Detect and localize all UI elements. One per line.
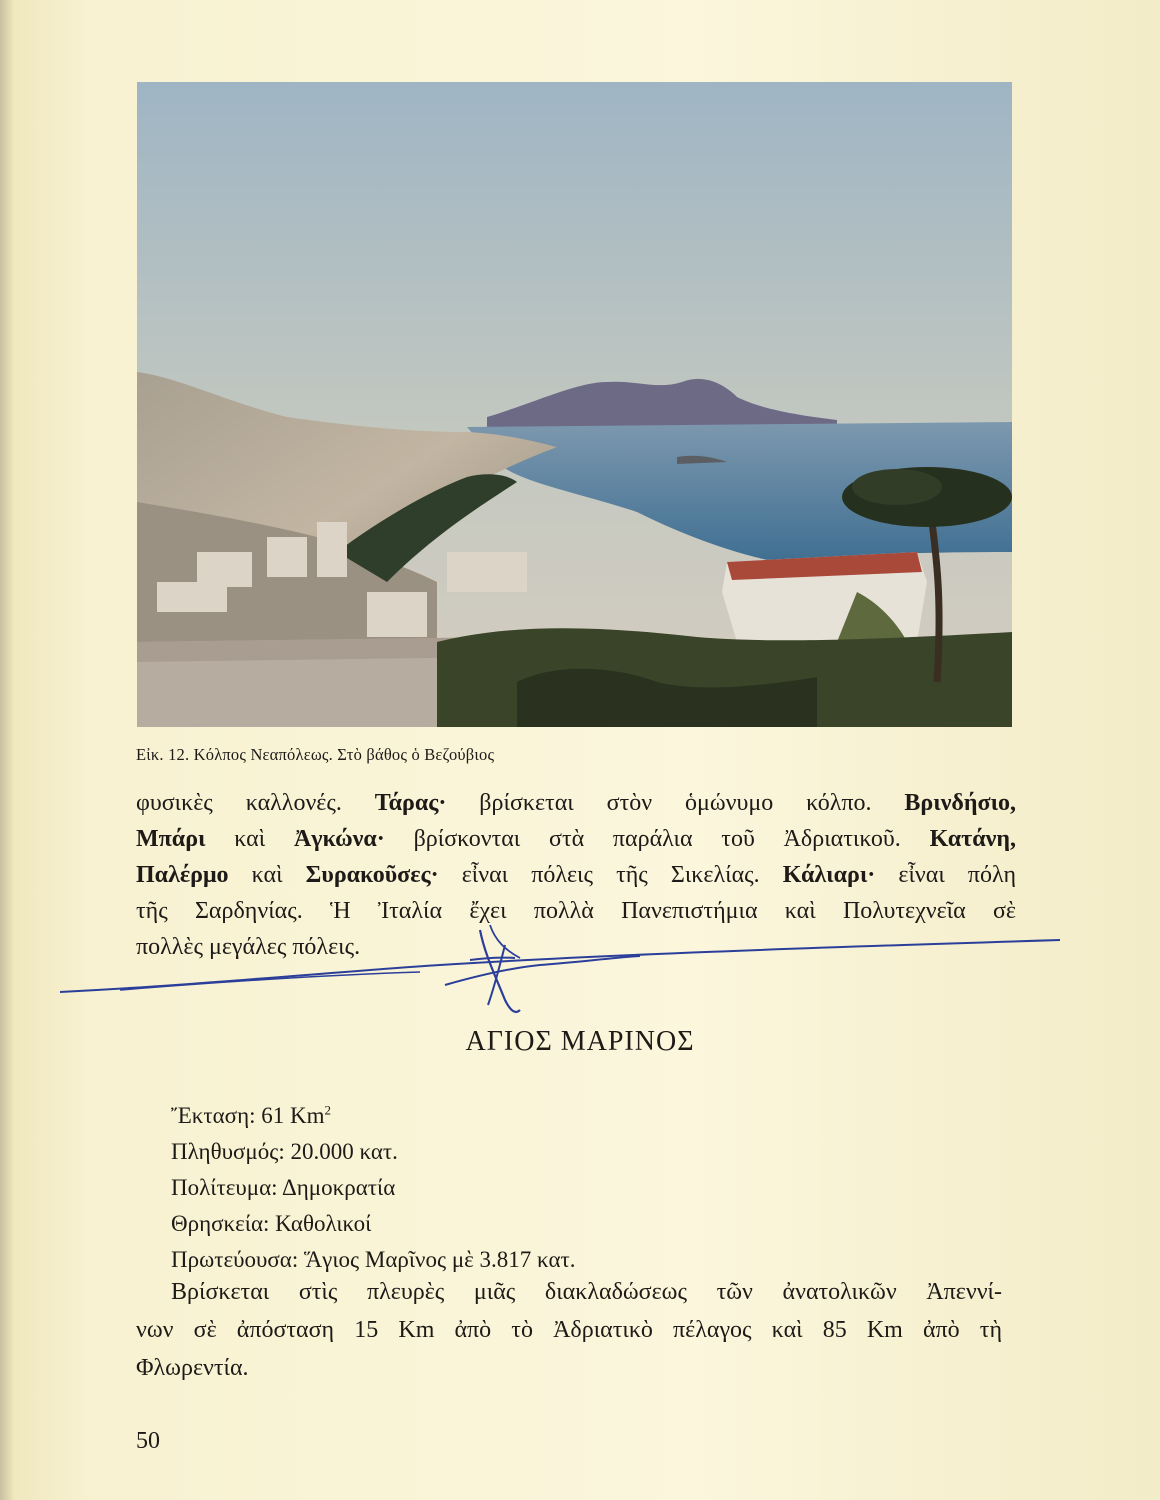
paragraph-line-5: πολλὲς μεγάλες πόλεις. bbox=[136, 934, 361, 960]
city-palermo: Παλέρμο bbox=[136, 862, 229, 888]
fact-population: Πληθυσμός: 20.000 κατ. bbox=[171, 1139, 398, 1164]
location-description bbox=[136, 1273, 1002, 1387]
figure-caption: Εἰκ. 12. Κόλπος Νεαπόλεως. Στὸ βάθος ὁ Βεζούβιος bbox=[136, 745, 495, 764]
page-number: 50 bbox=[136, 1428, 160, 1454]
fact-religion: Θρησκεία: Καθολικοί bbox=[171, 1211, 372, 1236]
paragraph-line-4: τῆς Σαρδηνίας. Ἡ Ἰταλία ἔχει πολλὰ Πανεπιστήμια καὶ Πολυτεχνεῖα σὲ bbox=[136, 898, 1016, 924]
description-line-1: Βρίσκεται στὶς πλευρὲς μιᾶς διακλαδώσεως τῶν ἀνατολικῶν Ἀπεννί- bbox=[171, 1279, 1002, 1305]
city-brindisi: Βρινδήσιο, bbox=[904, 790, 1017, 816]
fact-capital: Πρωτεύουσα: Ἅγιος Μαρῖνος μὲ 3.817 κατ. bbox=[171, 1247, 576, 1272]
section-title: ΑΓΙΟΣ ΜΑΡΙΝΟΣ bbox=[465, 1026, 695, 1057]
city-ancona: Ἀγκώνα· bbox=[293, 826, 385, 852]
city-cagliari: Κάλιαρι· bbox=[782, 862, 876, 888]
city-syracuse: Συρακοῦσες· bbox=[305, 862, 439, 888]
description-line-3: Φλωρεντία. bbox=[136, 1355, 249, 1381]
fact-area: Ἔκταση: 61 Km$^2$ bbox=[171, 1102, 331, 1128]
paragraph-line-2: Μπάρι καὶ Ἀγκώνα· βρίσκονται στὰ παράλια τοῦ Ἀδριατικοῦ. Κατάνη, bbox=[136, 826, 1016, 852]
description-line-2: νων σὲ ἀπόσταση 15 Km ἀπὸ τὸ Ἀδριατικὸ πέλαγος καὶ 85 Km ἀπὸ τὴ bbox=[136, 1317, 1002, 1343]
city-taranto: Τάρας· bbox=[374, 790, 447, 816]
city-catania: Κατάνη, bbox=[929, 826, 1016, 852]
paragraph-line-1: φυσικὲς καλλονές. Τάρας· βρίσκεται στὸν ὁμώνυμο κόλπο. Βρινδήσιο, bbox=[136, 790, 1017, 816]
city-bari: Μπάρι bbox=[136, 826, 206, 852]
country-facts bbox=[171, 1098, 576, 1278]
fact-government: Πολίτευμα: Δημοκρατία bbox=[171, 1175, 396, 1200]
paragraph-line-3: Παλέρμο καὶ Συρακοῦσες· εἶναι πόλεις τῆς Σικελίας. Κάλιαρι· εἶναι πόλη bbox=[136, 862, 1016, 888]
